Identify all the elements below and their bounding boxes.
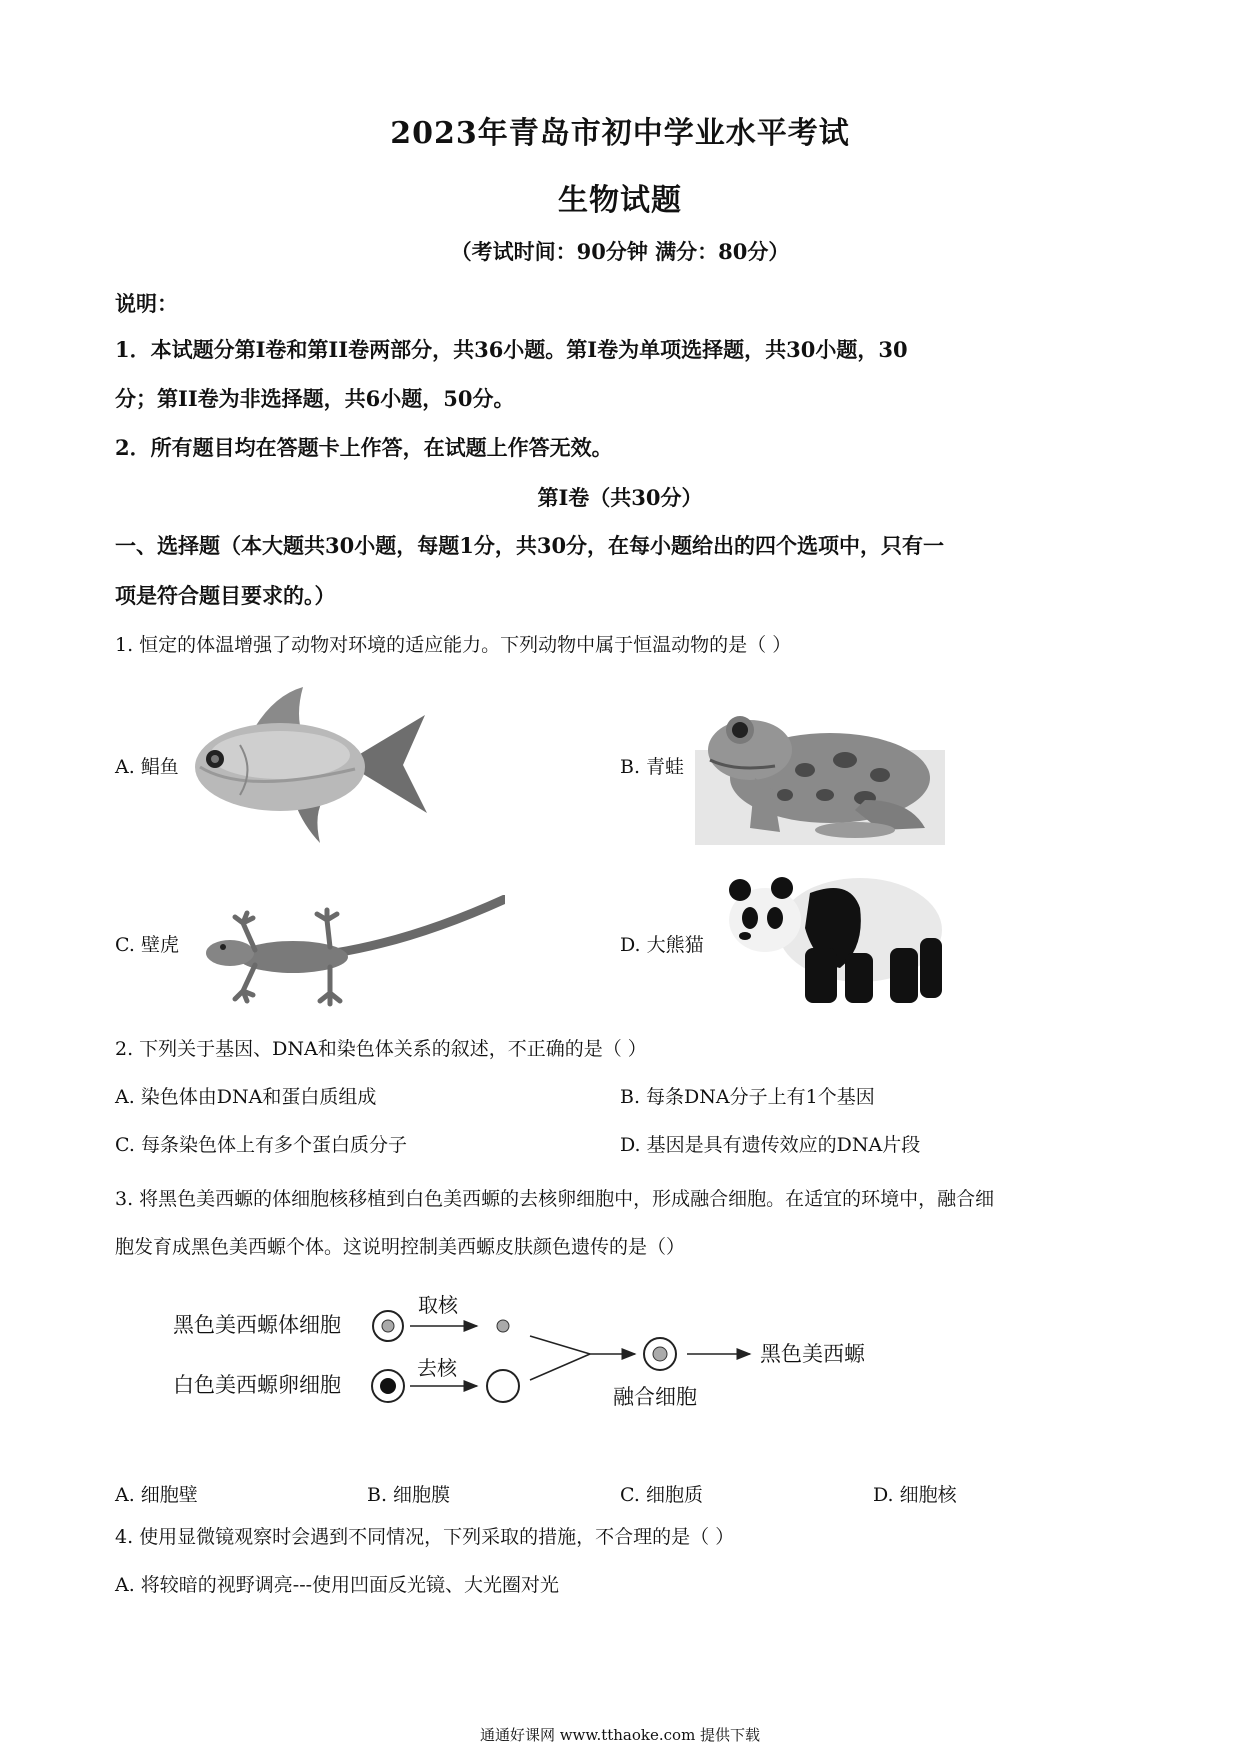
extracted-nucleus-icon [497,1320,509,1332]
gecko-icon [205,895,505,1010]
q2-option-a: A. 染色体由DNA和蛋白质组成 [115,1086,377,1108]
q3-option-b: B. 细胞膜 [367,1484,451,1506]
q1-option-c: C. 壁虎 [115,934,179,956]
diagram-row2-label: 白色美西螈卵细胞 [173,1373,341,1397]
diagram-row1-arrow-label: 取核 [418,1293,458,1317]
exam-title: 2023年青岛市初中学业水平考试 [390,116,850,151]
page-footer: 通通好课网 www.tthaoke.com 提供下载 [479,1726,761,1744]
q2-option-c: C. 每条染色体上有多个蛋白质分子 [115,1134,407,1156]
notes-heading: 说明： [115,291,178,316]
notes-line-1b: 分；第II卷为非选择题，共6小题，50分。 [115,386,515,411]
q4-option-a: A. 将较暗的视野调亮---使用凹面反光镜、大光圈对光 [115,1574,560,1596]
notes-line-1a: 1．本试题分第I卷和第II卷两部分，共36小题。第I卷为单项选择题，共30小题，30 [115,337,908,362]
notes-line-2: 2．所有题目均在答题卡上作答，在试题上作答无效。 [115,435,613,460]
q3-option-a: A. 细胞壁 [115,1484,198,1506]
section-heading: 第I卷（共30分） [537,485,703,510]
question-2-stem: 2. 下列关于基因、DNA和染色体关系的叙述，不正确的是（ ） [115,1038,647,1060]
diagram-result-label: 黑色美西螈 [760,1342,865,1366]
diagram-row1-label: 黑色美西螈体细胞 [173,1313,341,1337]
fish-icon [185,685,435,845]
q1-option-d: D. 大熊猫 [620,934,704,956]
panda-icon [720,868,950,1008]
diagram-row2-arrow-label: 去核 [417,1356,457,1380]
q2-option-b: B. 每条DNA分子上有1个基因 [620,1086,875,1108]
question-3-stem-a: 3. 将黑色美西螈的体细胞核移植到白色美西螈的去核卵细胞中，形成融合细胞。在适宜的环境中，融合细 [115,1188,995,1210]
section-instructions-b: 项是符合题目要求的。） [115,583,336,608]
question-4-stem: 4. 使用显微镜观察时会遇到不同情况，下列采取的措施，不合理的是（ ） [115,1526,735,1548]
question-3-stem-b: 胞发育成黑色美西螈个体。这说明控制美西螈皮肤颜色遗传的是（） [115,1236,686,1258]
q1-option-a: A. 鲳鱼 [115,756,179,778]
nuclear-transfer-diagram [165,1282,905,1422]
enucleated-egg-icon [487,1370,519,1402]
diagram-fused-label: 融合细胞 [613,1385,697,1409]
q3-option-d: D. 细胞核 [873,1484,957,1506]
frog-icon [695,700,945,845]
exam-info: （考试时间：90分钟 满分：80分） [450,239,790,264]
q2-option-d: D. 基因是具有遗传效应的DNA片段 [620,1134,921,1156]
section-instructions-a: 一、选择题（本大题共30小题，每题1分，共30分，在每小题给出的四个选项中，只有一 [115,533,945,558]
q1-option-b: B. 青蛙 [620,756,685,778]
q3-option-c: C. 细胞质 [620,1484,703,1506]
exam-subtitle: 生物试题 [558,183,682,218]
question-1-stem: 1. 恒定的体温增强了动物对环境的适应能力。下列动物中属于恒温动物的是（ ） [115,634,792,656]
